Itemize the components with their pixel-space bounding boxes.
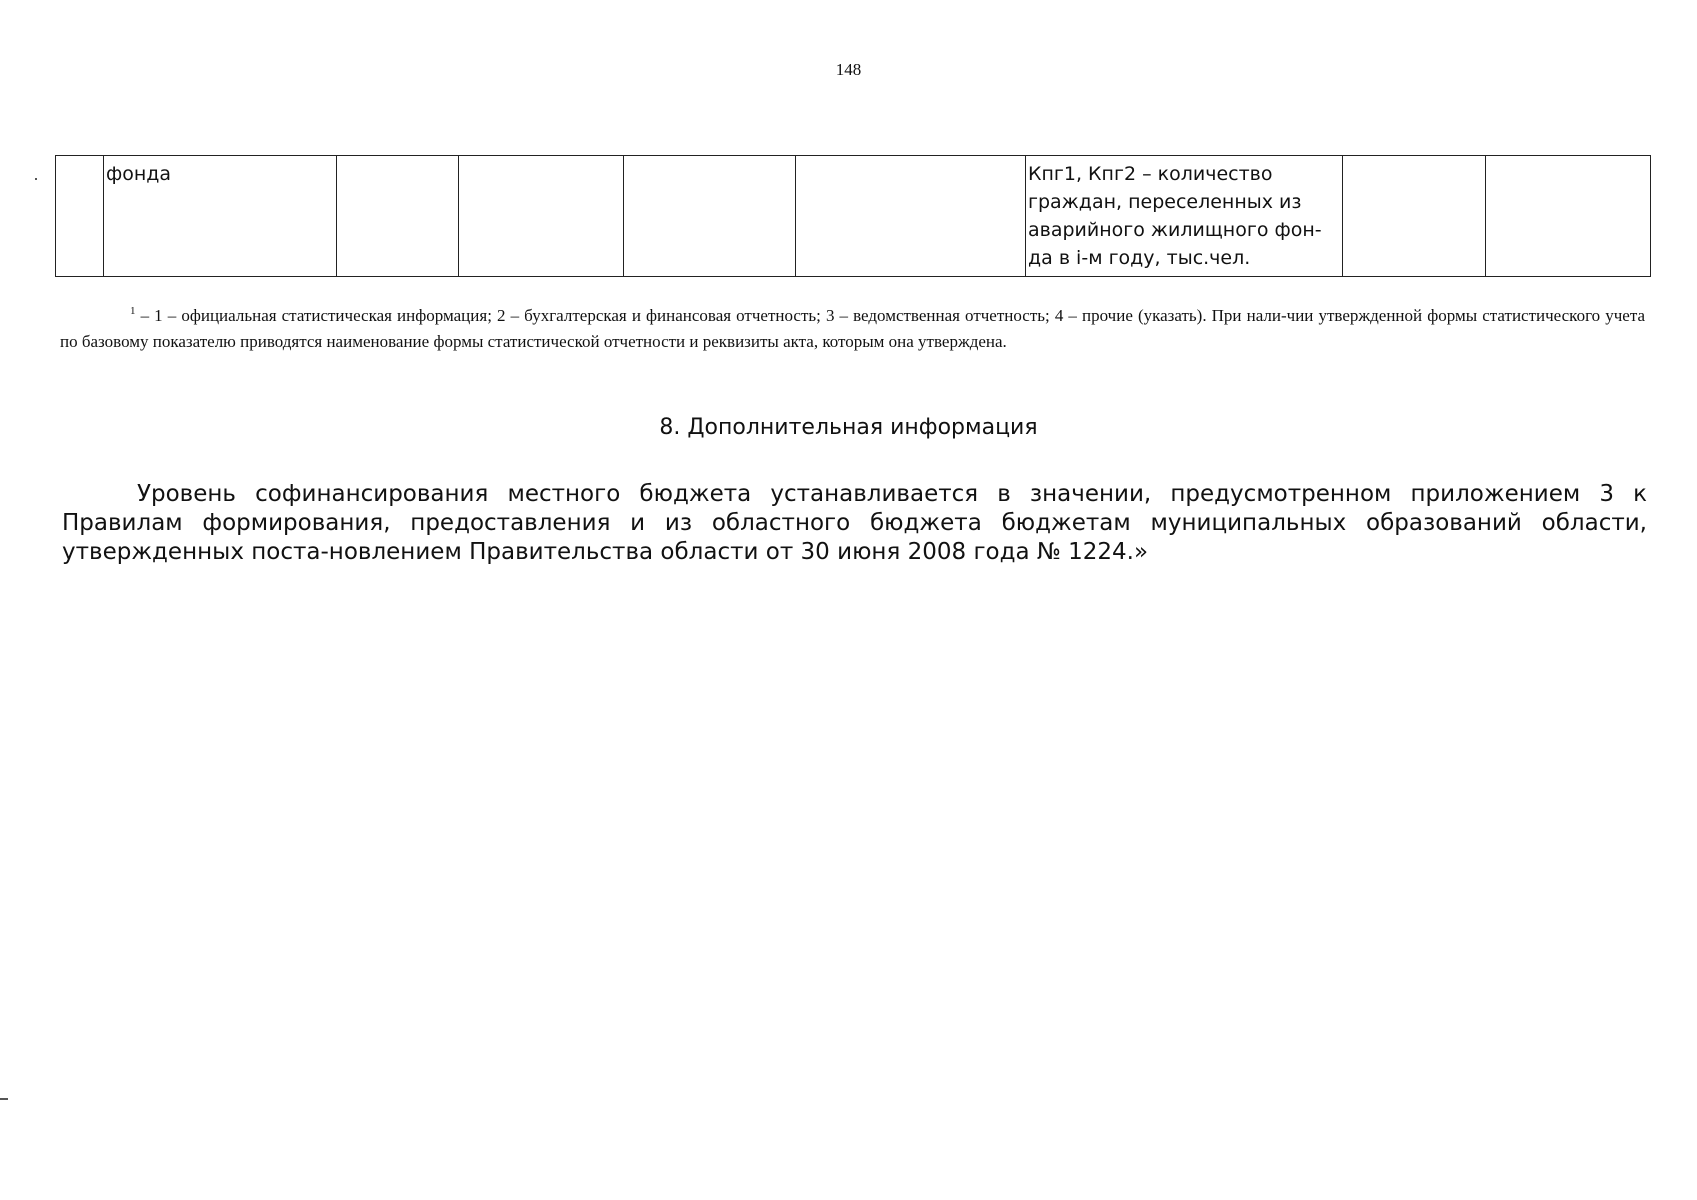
- table-cell: [1343, 156, 1486, 277]
- section-paragraph: Уровень софинансирования местного бюджета устанавливается в значении, предусмотренном приложением 3 к Правилам формирования, предоставления и из областного бюджета бюджетам муниципальных образований области, утвержденных поста-новлением Правительства области от 30 июня 2008 года № 1224.»: [62, 481, 1647, 565]
- table-cell: [459, 156, 624, 277]
- table-cell: [624, 156, 796, 277]
- table-row: [56, 156, 1651, 277]
- indicator-table: [55, 155, 1651, 277]
- scan-mark: [0, 1098, 8, 1100]
- table-cell-method: Кпг1, Кпг2 – количество граждан, переселенных из аварийного жилищного фон-да в i-м году, тыс.чел.: [1026, 156, 1343, 277]
- table-cell: [337, 156, 459, 277]
- section-heading: 8. Дополнительная информация: [659, 415, 1038, 440]
- scan-mark: [35, 178, 37, 180]
- footnote-text: – 1 – официальная статистическая информация; 2 – бухгалтерская и финансовая отчетность; 3 – ведомственная отчетность; 4 – прочие (указать). При нали-чии утвержденной формы статистического учета по базовому показателю приводятся наименование формы статистической отчетности и реквизиты акта, которым она утверждена.: [60, 306, 1645, 351]
- table-cell-name: фонда: [104, 156, 337, 277]
- table-cell: [1486, 156, 1651, 277]
- table-cell-number: [56, 156, 104, 277]
- page-number: 148: [835, 60, 862, 79]
- table-cell: [796, 156, 1026, 277]
- footnote-marker: 1: [130, 305, 136, 317]
- footnote: [60, 303, 1645, 355]
